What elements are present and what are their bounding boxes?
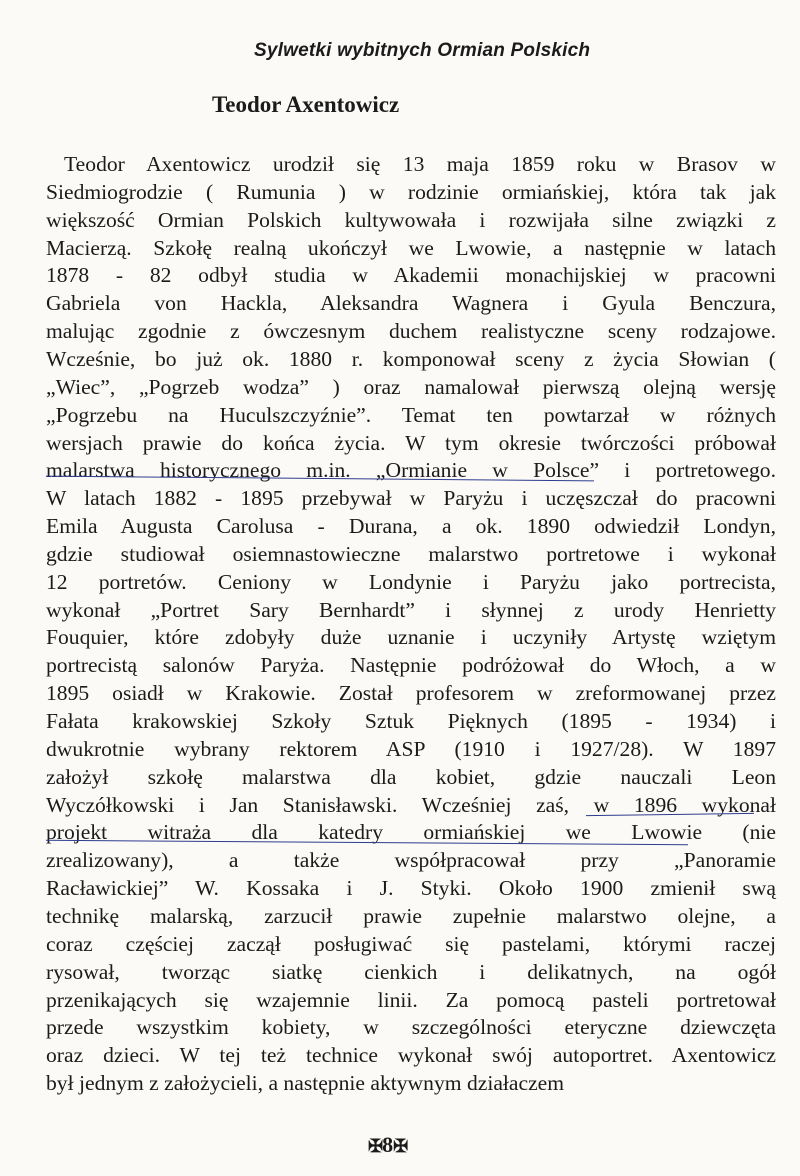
text-line: założył szkołę malarstwa dla kobiet, gdzie nauczali Leon bbox=[46, 764, 776, 789]
text-line: dwukrotnie wybrany rektorem ASP (1910 i 1927/28). W 1897 bbox=[46, 736, 776, 761]
text-line: Wyczółkowski i Jan Stanisławski. Wcześniej zaś, w 1896 wykonał bbox=[46, 792, 776, 817]
text-line: projekt witraża dla katedry ormiańskiej we Lwowie (nie bbox=[46, 820, 776, 845]
text-line: malarstwa historycznego m.in. „Ormianie w Polsce” i portretowego. bbox=[46, 458, 776, 483]
article-title: Teodor Axentowicz bbox=[212, 92, 400, 117]
text-line: większość Ormian Polskich kultywowała i rozwijała silne związki z bbox=[46, 207, 776, 232]
text-line: Fouquier, które zdobyły duże uznanie i uczyniły Artystę wziętym bbox=[46, 625, 776, 650]
text-line: przenikających się wzajemnie linii. Za pomocą pasteli portretował bbox=[46, 987, 776, 1012]
page-number-folio bbox=[368, 1132, 407, 1158]
text-line: Wcześnie, bo już ok. 1880 r. komponował sceny z życia Słowian ( bbox=[46, 346, 776, 371]
text-line: Gabriela von Hackla, Aleksandra Wagnera i Gyula Benczura, bbox=[46, 291, 776, 316]
ornament-right-icon: ✠ bbox=[393, 1136, 408, 1156]
text-line: coraz częściej zaczął posługiwać się pastelami, którymi raczej bbox=[46, 931, 776, 956]
text-line: zrealizowany), a także współpracował przy „Panoramie bbox=[46, 848, 776, 873]
text-line: Fałata krakowskiej Szkoły Sztuk Pięknych (1895 - 1934) i bbox=[46, 709, 776, 733]
text-line: 12 portretów. Ceniony w Londynie i Paryżu jako portrecista, bbox=[46, 569, 776, 594]
text-line: przede wszystkim kobiety, w szczególności eteryczne dziewczęta bbox=[46, 1015, 776, 1040]
page-number: 8 bbox=[382, 1132, 394, 1157]
text-line: malując zgodnie z ówczesnym duchem realistyczne sceny rodzajowe. bbox=[46, 319, 776, 344]
text-line: Siedmiogrodzie ( Rumunia ) w rodzinie ormiańskiej, która tak jak bbox=[46, 179, 776, 204]
ornament-left-icon: ✠ bbox=[368, 1136, 383, 1156]
text-line: technikę malarską, zarzucił prawie zupełnie malarstwo olejne, a bbox=[46, 903, 776, 928]
text-line: „Wiec”, „Pogrzeb wodza” ) oraz namalował pierwszą olejną wersję bbox=[46, 374, 776, 399]
text-line: Racławickiej” W. Kossaka i J. Styki. Około 1900 zmienił swą bbox=[46, 876, 776, 901]
text-line: rysował, tworząc siatkę cienkich i delikatnych, na ogół bbox=[46, 959, 776, 984]
text-line: W latach 1882 - 1895 przebywał w Paryżu i uczęszczał do pracowni bbox=[46, 486, 776, 511]
text-line: oraz dzieci. W tej też technice wykonał swój autoportret. Axentowicz bbox=[46, 1043, 776, 1068]
text-line: 1895 osiadł w Krakowie. Został profesorem w zreformowanej przez bbox=[46, 681, 776, 706]
text-line: portrecistą salonów Paryża. Następnie podróżował do Włoch, a w bbox=[46, 653, 776, 678]
text-line: gdzie studiował osiemnastowieczne malarstwo portretowe i wykonał bbox=[46, 541, 776, 566]
running-head: Sylwetki wybitnych Ormian Polskich bbox=[254, 40, 591, 61]
text-line: wykonał „Portret Sary Bernhardt” i słynnej z urody Henrietty bbox=[46, 597, 776, 622]
text-line: wersjach prawie do końca życia. W tym okresie twórczości próbował bbox=[46, 430, 776, 455]
text-line: Macierzą. Szkołę realną ukończył we Lwowie, a następnie w latach bbox=[46, 235, 776, 260]
text-line: Teodor Axentowicz urodził się 13 maja 1859 roku w Brasov w bbox=[64, 152, 776, 176]
text-line: 1878 - 82 odbył studia w Akademii monachijskiej w pracowni bbox=[46, 263, 776, 288]
text-line: „Pogrzebu na Huculszczyźnie”. Temat ten powtarzał w różnych bbox=[46, 402, 776, 427]
text-line: był jednym z założycieli, a następnie aktywnym działaczem bbox=[46, 1071, 565, 1096]
text-line: Emila Augusta Carolusa - Durana, a ok. 1890 odwiedził Londyn, bbox=[46, 514, 776, 539]
